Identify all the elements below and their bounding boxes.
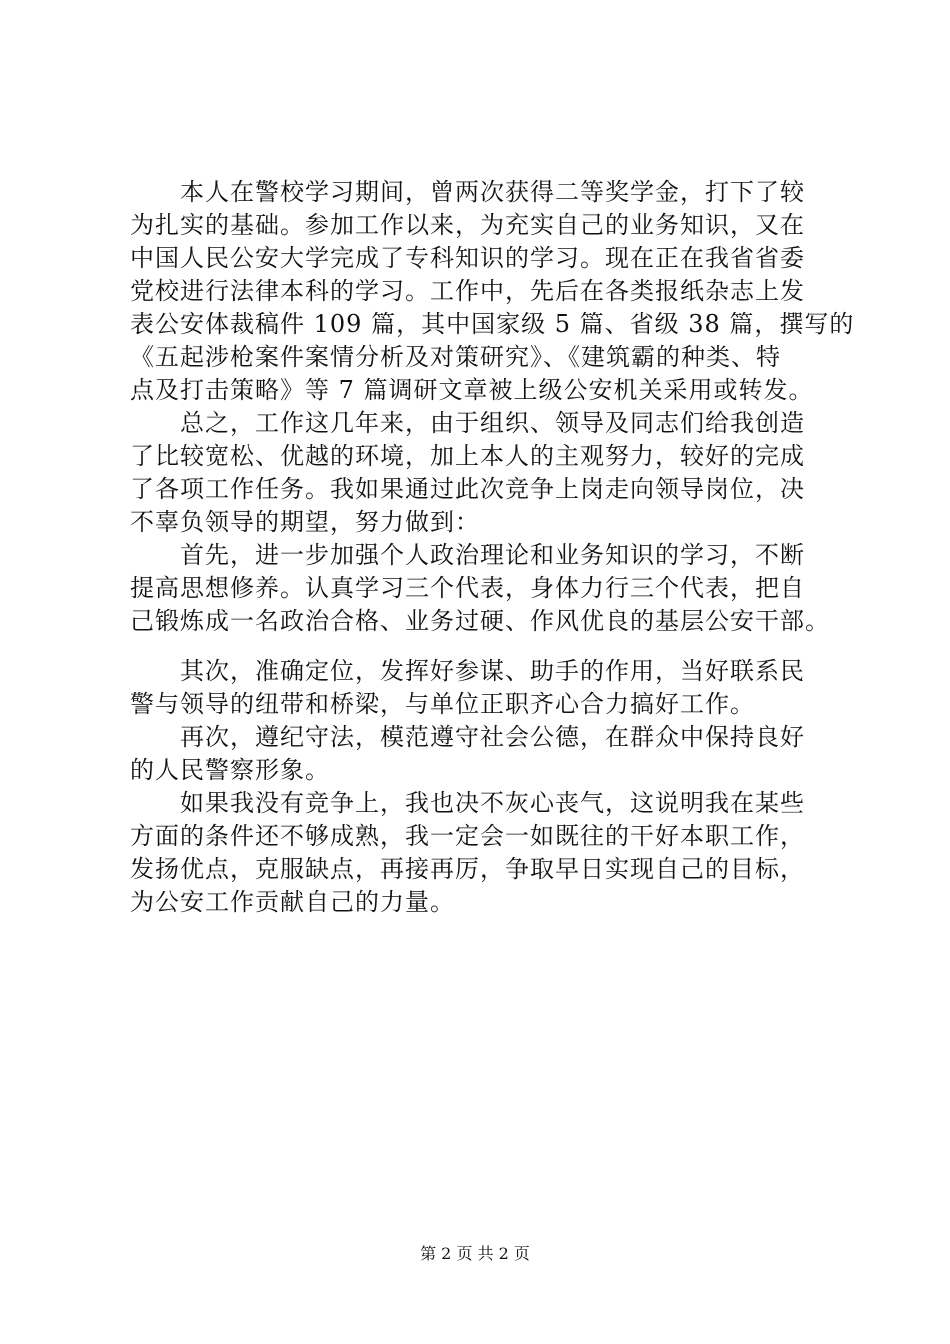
body-line: 为扎实的基础。参加工作以来，为充实自己的业务知识，又在 [130, 211, 805, 239]
body-line: 总之，工作这几年来，由于组织、领导及同志们给我创造 [130, 409, 805, 437]
body-line: 了各项工作任务。我如果通过此次竞争上岗走向领导岗位，决 [130, 475, 805, 503]
body-line: 中国人民公安大学完成了专科知识的学习。现在正在我省省委 [130, 244, 805, 272]
page-number-footer: 第 2 页 共 2 页 [420, 1244, 530, 1263]
body-line: 其次，准确定位，发挥好参谋、助手的作用，当好联系民 [130, 657, 805, 685]
paragraph-gap [130, 638, 846, 655]
body-line: 方面的条件还不够成熟，我一定会一如既往的干好本职工作， [130, 822, 805, 850]
body-line: 发扬优点，克服缺点，再接再厉，争取早日实现自己的目标， [130, 855, 805, 883]
body-line: 党校进行法律本科的学习。工作中，先后在各类报纸杂志上发 [130, 277, 805, 305]
body-line: 点及打击策略》等 7 篇调研文章被上级公安机关采用或转发。 [130, 376, 814, 404]
body-line: 警与领导的纽带和桥梁，与单位正职齐心合力搞好工作。 [130, 690, 755, 718]
body-line: 提高思想修养。认真学习三个代表，身体力行三个代表，把自 [130, 574, 805, 602]
body-line: 了比较宽松、优越的环境，加上本人的主观努力，较好的完成 [130, 442, 805, 470]
body-line: 的人民警察形象。 [130, 756, 330, 784]
body-line: 不辜负领导的期望，努力做到： [130, 508, 480, 536]
document-body [130, 176, 855, 919]
body-line: 《五起涉枪案件案情分析及对策研究》、《建筑霸的种类、特 [130, 343, 781, 371]
body-line: 本人在警校学习期间，曾两次获得二等奖学金，打下了较 [130, 178, 805, 206]
body-line: 为公安工作贡献自己的力量。 [130, 888, 455, 916]
body-line: 己锻炼成一名政治合格、业务过硬、作风优良的基层公安干部。 [130, 607, 830, 635]
body-line: 首先，进一步加强个人政治理论和业务知识的学习，不断 [130, 541, 805, 569]
body-line: 表公安体裁稿件 109 篇，其中国家级 5 篇、省级 38 篇，撰写的 [130, 310, 855, 338]
body-line: 再次，遵纪守法，模范遵守社会公德，在群众中保持良好 [130, 723, 805, 751]
body-line: 如果我没有竞争上，我也决不灰心丧气，这说明我在某些 [130, 789, 805, 817]
